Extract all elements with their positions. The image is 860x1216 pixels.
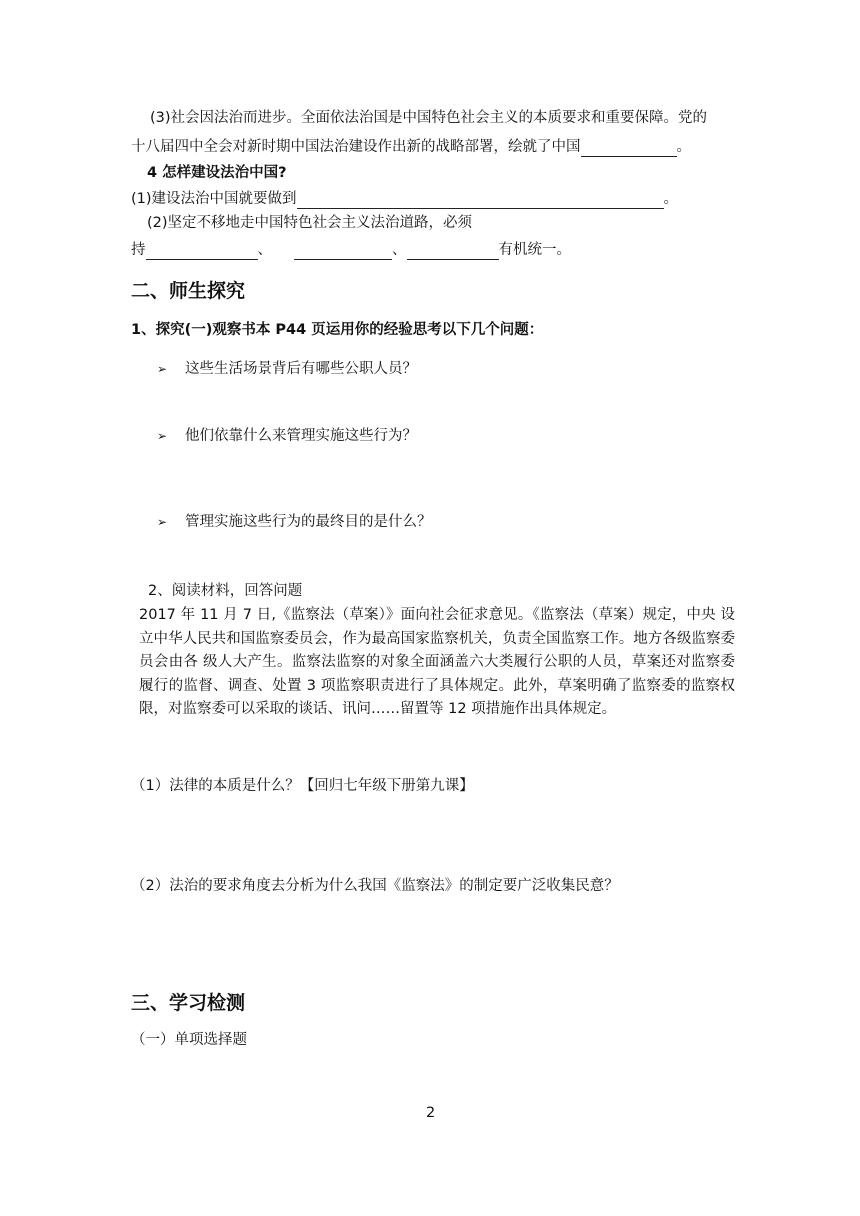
list-item	[157, 426, 417, 446]
arrow-bullet-icon: ➢	[157, 515, 168, 529]
para-3-line2	[131, 137, 691, 157]
question-4-2-end: 有机统一。	[498, 242, 571, 258]
question-4-2-start: 持	[131, 242, 146, 258]
section-3-heading: 三、学习检测	[131, 992, 246, 1014]
question-text: 管理实施这些行为的最终目的是什么？	[185, 514, 432, 530]
separator-1: 、	[257, 242, 272, 258]
question-4-1-text: (1)建设法治中国就要做到	[131, 191, 297, 207]
question-1: （1）法律的本质是什么？【回归七年级下册第九课】	[131, 778, 474, 794]
question-text: 这些生活场景背后有哪些公职人员？	[185, 361, 417, 377]
list-item	[157, 359, 417, 379]
question-4-1-end: 。	[663, 191, 679, 207]
para-3-line1: (3)社会因法治而进步。全面依法治国是中国特色社会主义的本质要求和重要保障。党的	[150, 110, 708, 126]
para-3-end: 。	[676, 139, 691, 155]
fill-blank-2[interactable]	[297, 192, 664, 209]
fill-blank-5[interactable]	[407, 243, 499, 260]
fill-blank-3[interactable]	[146, 243, 258, 260]
explore-1-title: 1、探究(一)观察书本 P44 页运用你的经验思考以下几个问题：	[131, 322, 544, 338]
arrow-bullet-icon: ➢	[157, 362, 168, 376]
question-2: （2）法治的要求角度去分析为什么我国《监察法》的制定要广泛收集民意？	[131, 878, 619, 894]
question-4-1	[131, 189, 678, 209]
page-number: 2	[426, 1105, 436, 1121]
question-text: 他们依靠什么来管理实施这些行为？	[185, 428, 417, 444]
fill-blank-1[interactable]	[581, 140, 677, 157]
question-4-2-line1: (2)坚定不移地走中国特色社会主义法治道路，必须	[147, 215, 473, 231]
list-item	[157, 512, 432, 532]
question-4-2-line2	[131, 240, 571, 260]
para-3-text: 十八届四中全会对新时期中国法治建设作出新的战略部署，绘就了中国	[131, 139, 581, 155]
reading-material: 2017 年 11 月 7 日,《监察法（草案）》面向社会征求意见。《监察法（草案）规定，中央 设立中华人民共和国监察委员会，作为最高国家监察机关，负责全国监察工作。地方各级监察委员会由各 级人大产生。监察法监察的对象全面涵盖六大类履行公职的人员，草案还对监察委履行的监督、调查、处置 3 项监察职责进行了具体规定。此外，草案明确了监察委的监察权限，对监察委可以采取的谈话、讯问……留置等 12 项措施作出具体规定。	[139, 607, 735, 717]
separator-2: 、	[392, 242, 407, 258]
reading-title: 2、阅读材料，回答问题	[148, 583, 303, 599]
section-3-sub: （一）单项选择题	[131, 1032, 247, 1048]
fill-blank-4[interactable]	[294, 243, 392, 260]
arrow-bullet-icon: ➢	[157, 429, 168, 443]
question-4-title: 4 怎样建设法治中国?	[147, 165, 287, 181]
section-2-heading: 二、师生探究	[131, 280, 246, 302]
